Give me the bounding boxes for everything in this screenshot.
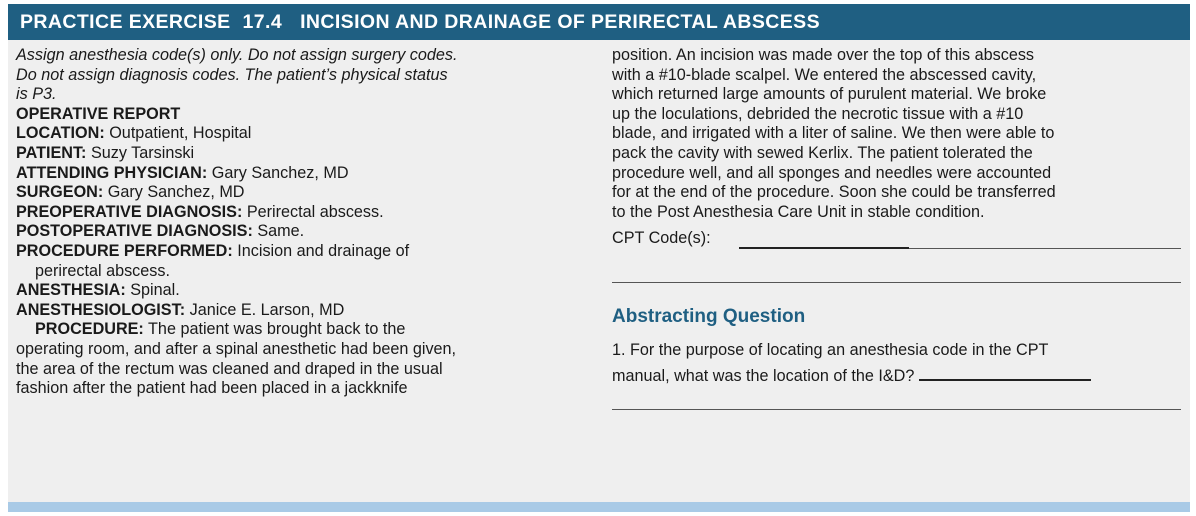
field-value: Suzy Tarsinski	[90, 143, 195, 162]
field-preoperative-diagnosis	[16, 203, 590, 223]
field-label: LOCATION:	[16, 124, 105, 143]
cpt-code-label: CPT Code(s):	[612, 229, 711, 248]
procedure-text: The patient was brought back to the	[148, 320, 406, 339]
field-value: Incision and drainage of	[237, 241, 410, 260]
exercise-label: PRACTICE EXERCISE	[20, 11, 231, 33]
question-line-2	[612, 363, 1182, 389]
field-patient	[16, 144, 590, 164]
report-title: OPERATIVE REPORT	[16, 104, 181, 123]
field-attending-physician	[16, 164, 590, 184]
field-label: ANESTHESIOLOGIST:	[16, 300, 186, 319]
field-value: Same.	[257, 222, 305, 241]
field-anesthesia	[16, 281, 590, 301]
exercise-title-bar	[8, 4, 1190, 40]
exercise-title: INCISION AND DRAINAGE OF PERIRECTAL ABSCESS	[300, 11, 820, 33]
procedure-line: operating room, and after a spinal anesthetic had been given,	[16, 339, 457, 358]
right-column	[612, 46, 1182, 410]
field-value: Gary Sanchez, MD	[107, 183, 245, 202]
field-anesthesiologist	[16, 301, 590, 321]
field-label: PREOPERATIVE DIAGNOSIS:	[16, 202, 243, 221]
procedure-line: position. An incision was made over the top of this abscess	[612, 46, 1035, 64]
procedure-line: which returned large amounts of purulent material. We broke	[612, 85, 1047, 104]
field-value: Outpatient, Hospital	[109, 124, 252, 143]
cpt-answer-blank[interactable]	[739, 247, 909, 249]
field-label: POSTOPERATIVE DIAGNOSIS:	[16, 222, 253, 241]
procedure-line: fashion after the patient had been placed in a jackknife	[16, 379, 408, 398]
field-procedure-performed	[16, 242, 590, 262]
field-procedure-performed-continued: perirectal abscess.	[35, 261, 170, 280]
exercise-number: 17.4	[242, 11, 283, 33]
procedure-label: PROCEDURE:	[35, 320, 144, 339]
procedure-line: for at the end of the procedure. Soon she could be transferred	[612, 183, 1056, 202]
field-value: Perirectal abscess.	[246, 202, 384, 221]
procedure-line: procedure well, and all sponges and needles were accounted	[612, 163, 1052, 182]
question-text: manual, what was the location of the I&D?	[612, 367, 915, 386]
field-label: PATIENT:	[16, 143, 87, 162]
cpt-answer-extra-line	[612, 282, 1181, 283]
abstracting-heading: Abstracting Question	[612, 306, 806, 328]
abstracting-question	[612, 337, 1182, 389]
field-value: Janice E. Larson, MD	[189, 300, 345, 319]
procedure-line: pack the cavity with sewed Kerlix. The patient tolerated the	[612, 143, 1033, 162]
field-location	[16, 124, 590, 144]
field-label: PROCEDURE PERFORMED:	[16, 241, 233, 260]
cpt-answer-line	[909, 248, 1181, 249]
exercise-panel	[8, 40, 1190, 512]
procedure-line: up the loculations, debrided the necrotic tissue with a #10	[612, 104, 1024, 123]
field-value: Gary Sanchez, MD	[211, 163, 349, 182]
field-label: ANESTHESIA:	[16, 281, 126, 300]
cpt-code-answer	[612, 229, 1182, 251]
question-answer-extra-line	[612, 409, 1181, 410]
procedure-line: the area of the rectum was cleaned and draped in the usual	[16, 359, 443, 378]
field-value: Spinal.	[130, 281, 180, 300]
left-column	[16, 46, 590, 399]
procedure-line: blade, and irrigated with a liter of saline. We then were able to	[612, 124, 1055, 143]
question-line: 1. For the purpose of locating an anesthesia code in the CPT	[612, 341, 1049, 360]
field-label: SURGEON:	[16, 183, 104, 202]
field-surgeon	[16, 183, 590, 203]
procedure-line	[16, 320, 590, 340]
procedure-line: to the Post Anesthesia Care Unit in stable condition.	[612, 202, 985, 221]
instruction-line: is P3.	[16, 85, 57, 104]
field-label: ATTENDING PHYSICIAN:	[16, 163, 208, 182]
field-postoperative-diagnosis	[16, 222, 590, 242]
question-answer-blank[interactable]	[919, 365, 1091, 381]
procedure-line: with a #10-blade scalpel. We entered the abscessed cavity,	[612, 65, 1037, 84]
instruction-line: Do not assign diagnosis codes. The patient’s physical status	[16, 65, 448, 84]
instruction-line: Assign anesthesia code(s) only. Do not assign surgery codes.	[16, 46, 458, 64]
